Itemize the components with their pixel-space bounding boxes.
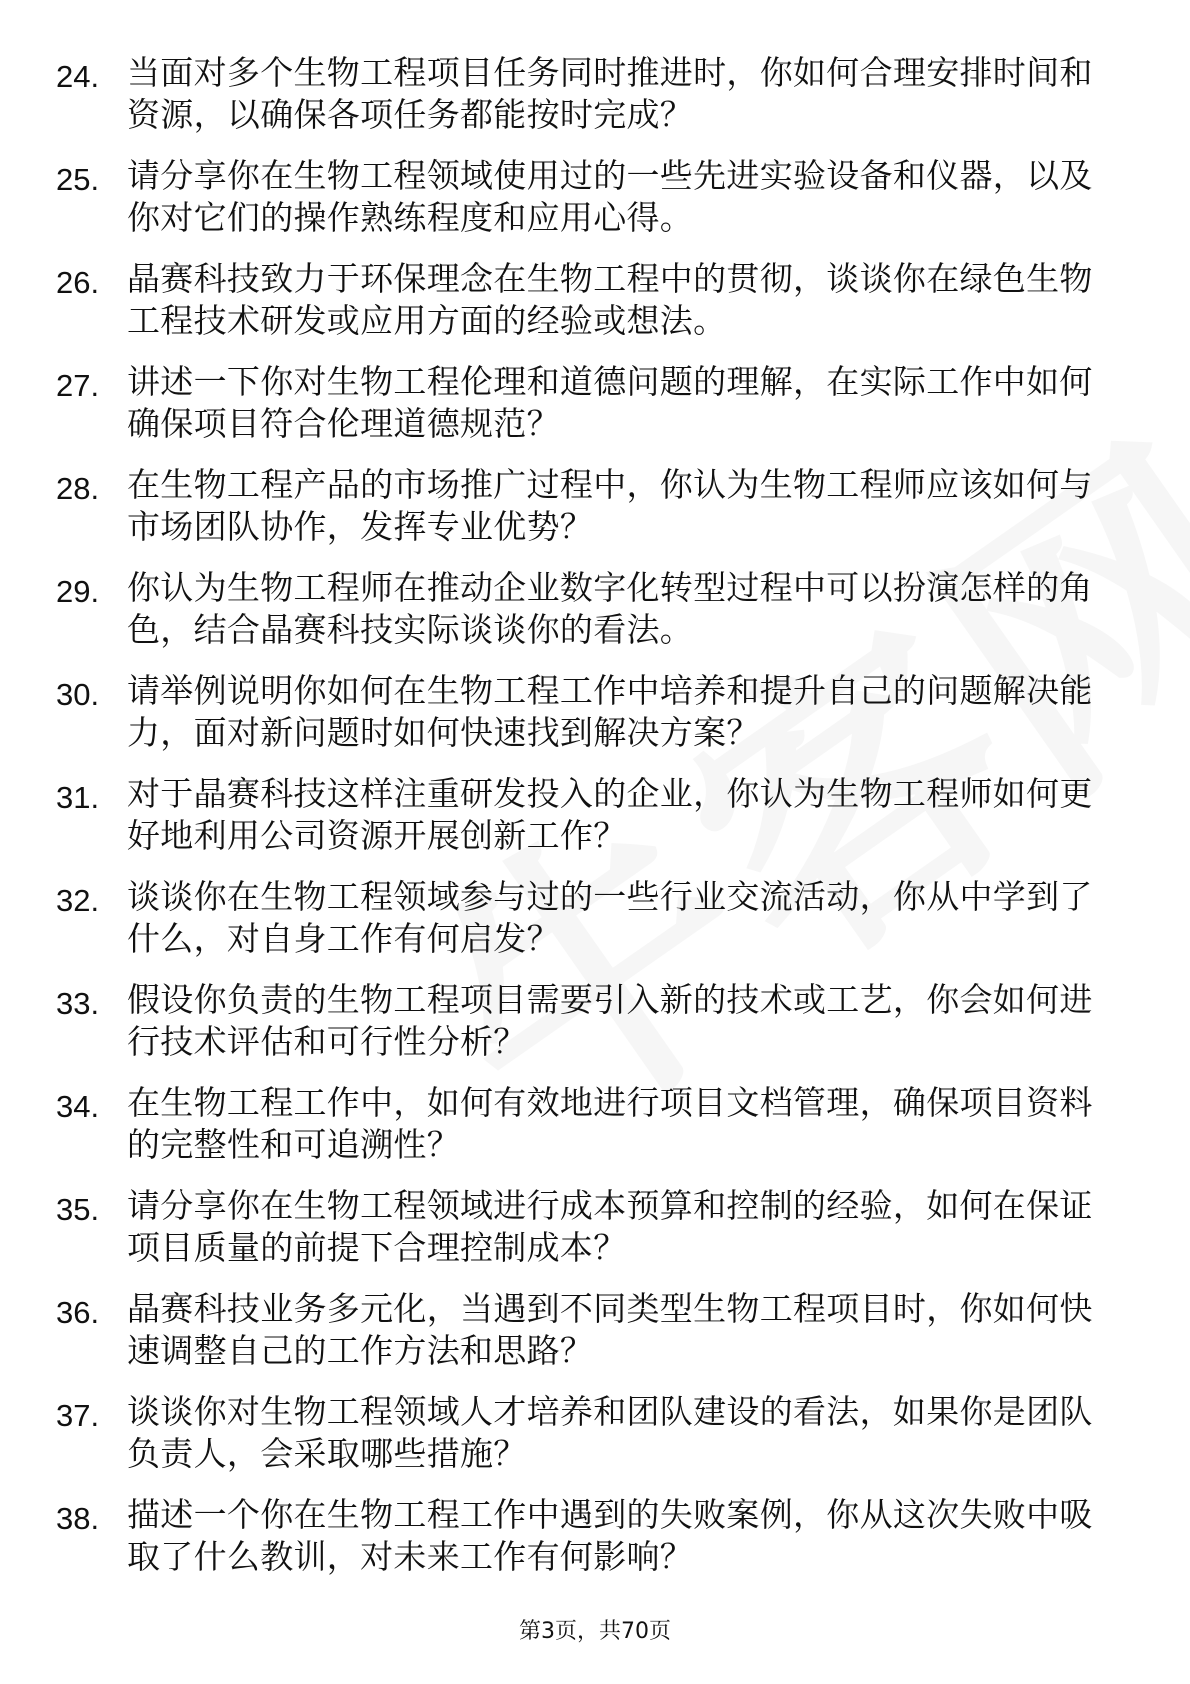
question-number: 28. xyxy=(56,471,100,506)
question-text: 谈谈你对生物工程领域人才培养和团队建设的看法，如果你是团队负责人，会采取哪些措施？ xyxy=(127,1392,1093,1473)
question-text: 当面对多个生物工程项目任务同时推进时，你如何合理安排时间和资源，以确保各项任务都能按时完成？ xyxy=(127,53,1093,134)
question-text: 在生物工程工作中，如何有效地进行项目文档管理，确保项目资料的完整性和可追溯性？ xyxy=(127,1083,1093,1164)
question-number: 24. xyxy=(56,59,100,94)
list-item xyxy=(0,670,1190,773)
question-text: 晶赛科技致力于环保理念在生物工程中的贯彻，谈谈你在绿色生物工程技术研发或应用方面的经验或想法。 xyxy=(127,259,1093,340)
list-item xyxy=(0,1494,1190,1597)
question-text: 讲述一下你对生物工程伦理和道德问题的理解，在实际工作中如何确保项目符合伦理道德规范？ xyxy=(127,362,1093,443)
question-number: 29. xyxy=(56,574,100,609)
list-item xyxy=(0,1185,1190,1288)
question-text: 对于晶赛科技这样注重研发投入的企业，你认为生物工程师如何更好地利用公司资源开展创新工作？ xyxy=(127,774,1093,855)
question-text: 请分享你在生物工程领域使用过的一些先进实验设备和仪器，以及你对它们的操作熟练程度和应用心得。 xyxy=(127,156,1093,237)
question-text: 描述一个你在生物工程工作中遇到的失败案例，你从这次失败中吸取了什么教训，对未来工作有何影响？ xyxy=(127,1495,1093,1576)
question-number: 27. xyxy=(56,368,100,403)
question-number: 36. xyxy=(56,1295,100,1330)
list-item xyxy=(0,567,1190,670)
question-number: 33. xyxy=(56,986,100,1021)
question-text: 谈谈你在生物工程领域参与过的一些行业交流活动，你从中学到了什么，对自身工作有何启发？ xyxy=(127,877,1093,958)
list-item xyxy=(0,773,1190,876)
list-item xyxy=(0,1391,1190,1494)
question-text: 假设你负责的生物工程项目需要引入新的技术或工艺，你会如何进行技术评估和可行性分析？ xyxy=(127,980,1093,1061)
question-number: 31. xyxy=(56,780,100,815)
question-list xyxy=(0,52,1190,1597)
list-item xyxy=(0,1288,1190,1391)
question-number: 35. xyxy=(56,1192,100,1227)
question-number: 30. xyxy=(56,677,100,712)
list-item xyxy=(0,876,1190,979)
list-item xyxy=(0,52,1190,155)
question-text: 晶赛科技业务多元化，当遇到不同类型生物工程项目时，你如何快速调整自己的工作方法和思路？ xyxy=(127,1289,1093,1370)
list-item xyxy=(0,155,1190,258)
page-number: 第3页，共70页 xyxy=(519,1619,671,1644)
question-number: 26. xyxy=(56,265,100,300)
question-number: 25. xyxy=(56,162,100,197)
question-text: 请举例说明你如何在生物工程工作中培养和提升自己的问题解决能力，面对新问题时如何快速找到解决方案？ xyxy=(127,671,1093,752)
question-number: 37. xyxy=(56,1398,100,1433)
list-item xyxy=(0,1082,1190,1185)
question-number: 34. xyxy=(56,1089,100,1124)
question-text: 你认为生物工程师在推动企业数字化转型过程中可以扮演怎样的角色，结合晶赛科技实际谈谈你的看法。 xyxy=(127,568,1093,649)
question-text: 在生物工程产品的市场推广过程中，你认为生物工程师应该如何与市场团队协作，发挥专业优势？ xyxy=(127,465,1093,546)
list-item xyxy=(0,979,1190,1082)
question-text: 请分享你在生物工程领域进行成本预算和控制的经验，如何在保证项目质量的前提下合理控制成本？ xyxy=(127,1186,1093,1267)
question-number: 38. xyxy=(56,1501,100,1536)
list-item xyxy=(0,258,1190,361)
question-number: 32. xyxy=(56,883,100,918)
list-item xyxy=(0,464,1190,567)
list-item xyxy=(0,361,1190,464)
